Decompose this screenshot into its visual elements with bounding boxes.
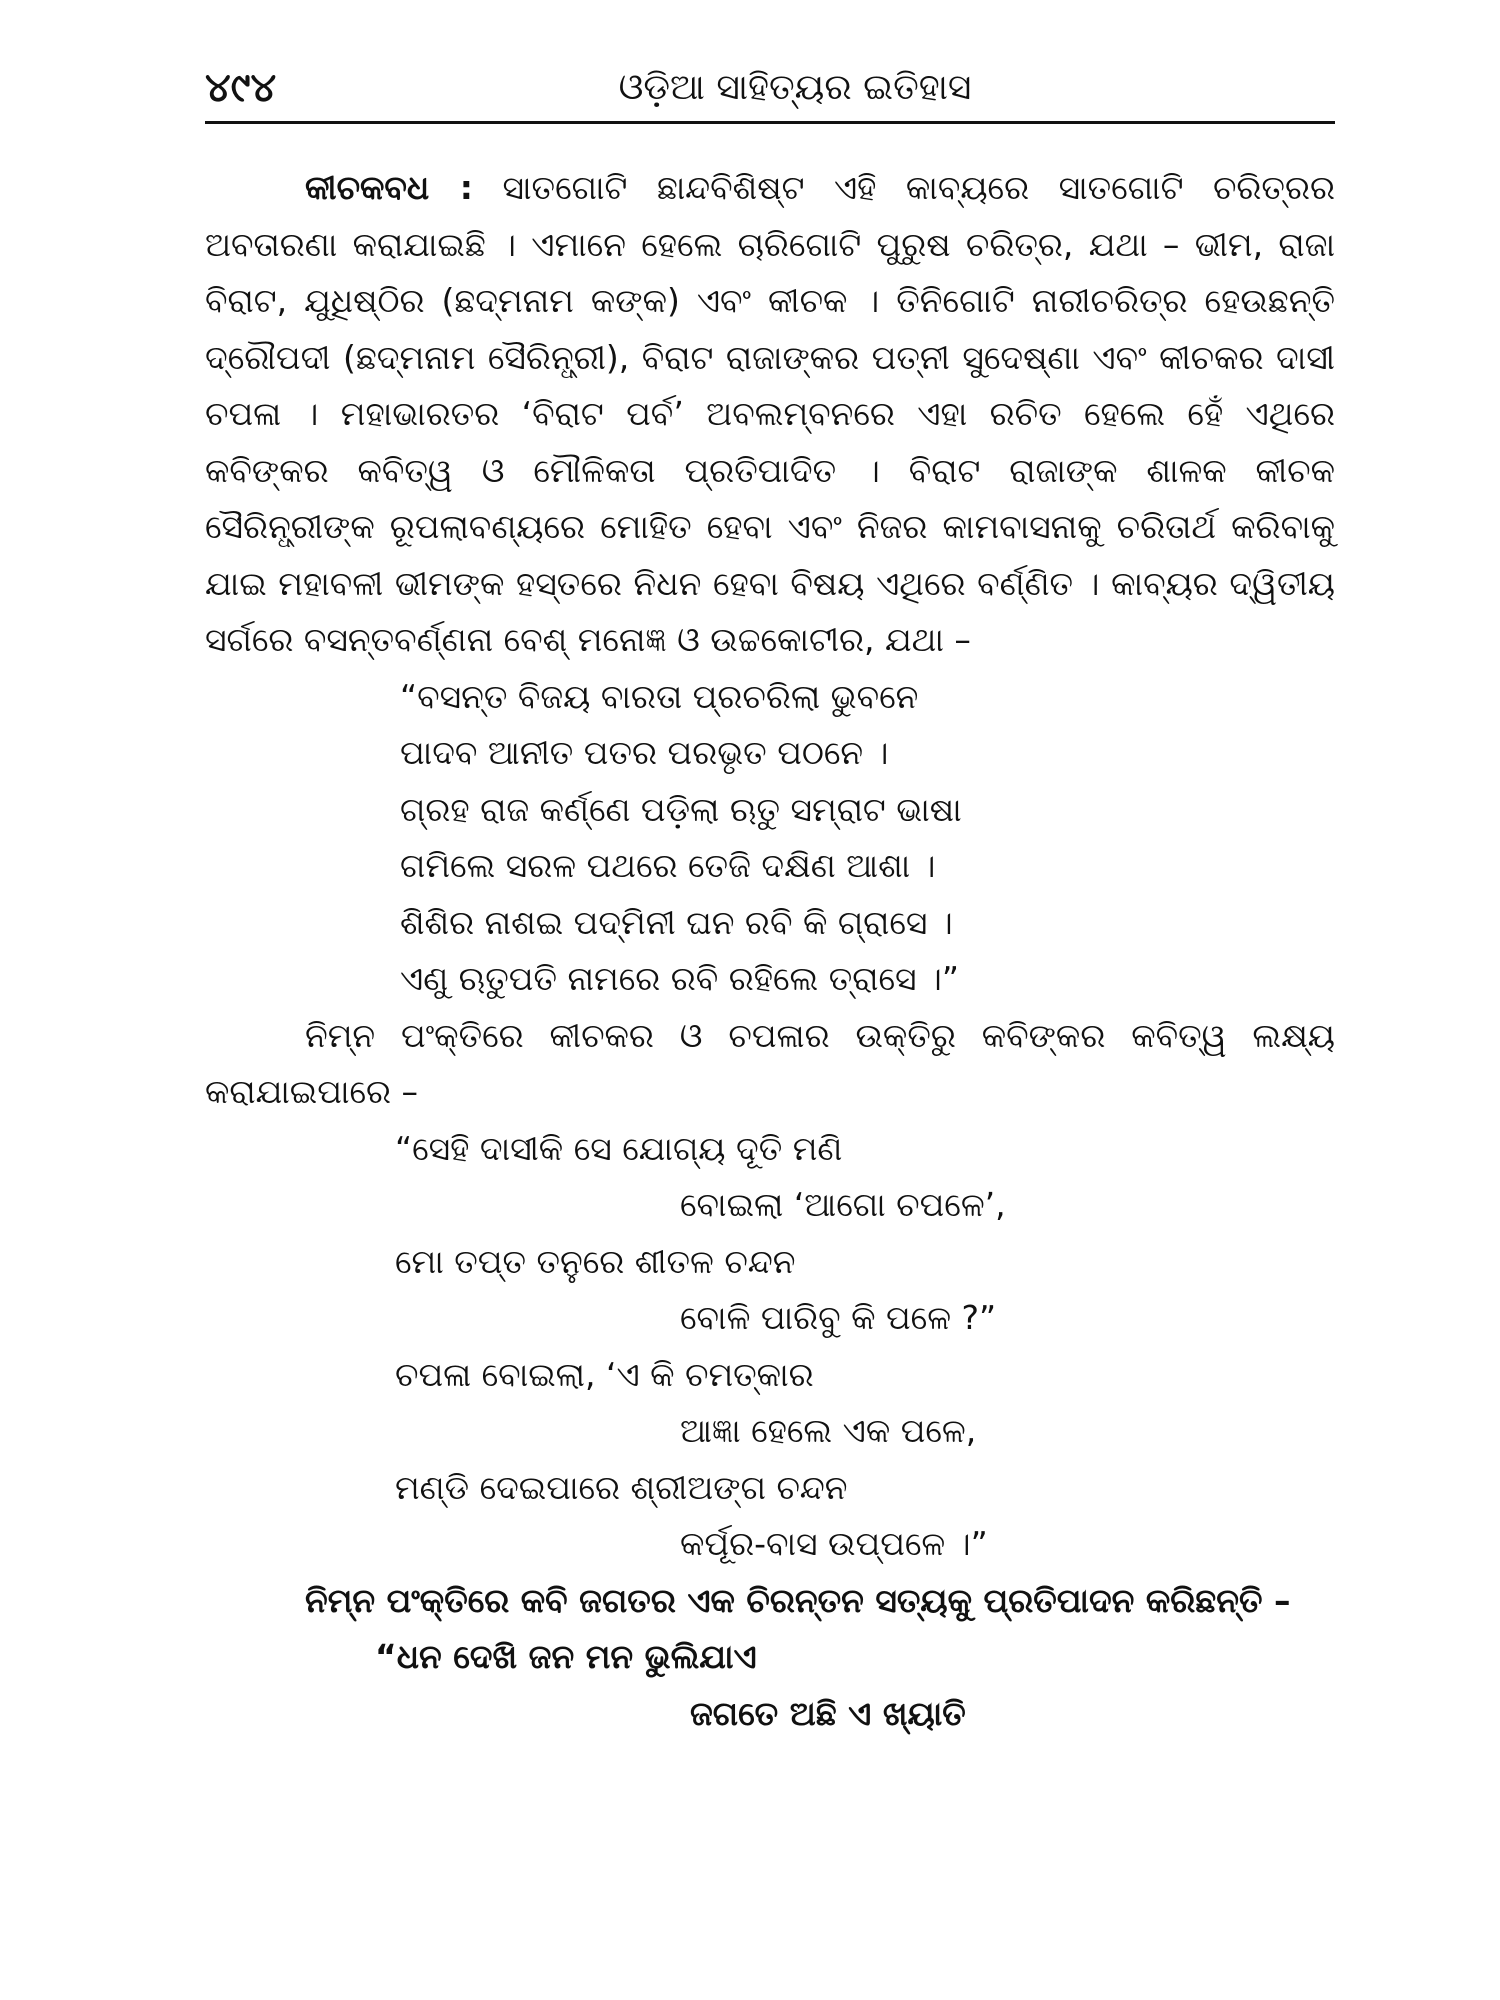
verse-line: ଗମିଲେ ସରଳ ପଥରେ ତେଜି ଦକ୍ଷିଣ ଆଶା । — [400, 846, 936, 885]
header-rule — [205, 121, 1335, 124]
verse-line: ଜଗତେ ଅଛି ଏ ଖ୍ୟାତି — [690, 1693, 966, 1733]
paragraph-eternal-truth: ନିମ୍ନ ପଂକ୍ତିରେ କବି ଜଗତର ଏକ ଚିରନ୍ତନ ସତ୍ୟକୁ ପ୍ରତିପାଦନ କରିଛନ୍ତି – — [305, 1580, 1291, 1620]
section-term: କୀଚକବଧ : — [305, 168, 473, 207]
paragraph-kichakabadha — [205, 160, 1335, 669]
verse-line: ଆଜ୍ଞା ହେଲେ ଏକ ପଳେ, — [680, 1411, 977, 1450]
verse-wealth — [205, 1629, 1335, 1742]
verse-line: ମୋ ତପ୍ତ ତନୁରେ ଶୀତଳ ଚନ୍ଦନ — [395, 1241, 796, 1281]
paragraph-dialogue-intro: ନିମ୍ନ ପଂକ୍ତିରେ କୀଚକର ଓ ଚପଳାର ଉକ୍ତିରୁ କବିଙ୍କର କବିତ୍ୱ ଲକ୍ଷ୍ୟ କରାଯାଇପାରେ – — [205, 1015, 1335, 1111]
verse-line: କର୍ପୂର-ବାସ ଉପ୍ପଳେ ।” — [680, 1524, 988, 1563]
verse-line: ଶିଶିର ନାଶଇ ପଦ୍ମିନୀ ଘନ ରବି କି ଗ୍ରାସେ । — [400, 902, 953, 942]
verse-line: “ବସନ୍ତ ବିଜୟ ବାରତା ପ୍ରଚରିଲା ଭୁବନେ — [400, 676, 919, 716]
verse-line: ଏଣୁ ଋତୁପତି ନାମରେ ରବି ରହିଲେ ତ୍ରାସେ ।” — [400, 959, 959, 998]
verse-dialogue — [205, 1121, 1335, 1573]
verse-line: ମଣ୍ଡି ଦେଇପାରେ ଶ୍ରୀଅଙ୍ଗ ଚନ୍ଦନ — [395, 1467, 848, 1507]
page-number: ୪୯୪ — [205, 65, 277, 111]
verse-spring — [205, 669, 1335, 1008]
running-title: ଓଡ଼ିଆ ସାହିତ୍ୟର ଇତିହାସ — [618, 67, 972, 108]
verse-line: “ସେହି ଦାସୀକି ସେ ଯୋଗ୍ୟ ଦୂତି ମଣି — [395, 1128, 843, 1168]
page-header — [205, 62, 1335, 117]
paragraph-text: ସାତଗୋଟି ଛାନ୍ଦବିଶିଷ୍ଟ ଏହି କାବ୍ୟରେ ସାତଗୋଟି ଚରିତ୍ରର ଅବତାରଣା କରାଯାଇଛି । ଏମାନେ ହେଲେ ଚାରିଗୋଟି ପୁରୁଷ ଚରିତ୍ର, ଯଥା – ଭୀମ, ରାଜା ବିରାଟ, ଯୁଧିଷ୍ଠିର (ଛଦ୍ମନାମ କଙ୍କ) ଏବଂ କୀଚକ । ତିନିଗୋଟି ନାରୀଚରିତ୍ର ହେଉଛନ୍ତି ଦ୍ରୌପଦୀ (ଛଦ୍ମନାମ ସୈରିନ୍ଧ୍ରୀ), ବିରାଟ ରାଜାଙ୍କର ପତ୍ନୀ ସୁଦେଷ୍ଣା ଏବଂ କୀଚକର ଦାସୀ ଚପଳା । ମହାଭାରତର ‘ବିରାଟ ପର୍ବ’ ଅବଲମ୍ବନରେ ଏହା ରଚିତ ହେଲେ ହେଁ ଏଥିରେ କବିଙ୍କର କବିତ୍ୱ ଓ ମୌଳିକତା ପ୍ରତିପାଦିତ । ବିରାଟ ରାଜାଙ୍କ ଶାଳକ କୀଚକ ସୈରିନ୍ଧ୍ରୀଙ୍କ ରୂପଲାବଣ୍ୟରେ ମୋହିତ ହେବା ଏବଂ ନିଜର କାମବାସନାକୁ ଚରିତାର୍ଥ କରିବାକୁ ଯାଇ ମହାବଳୀ ଭୀମଙ୍କ ହସ୍ତରେ ନିଧନ ହେବା ବିଷୟ ଏଥିରେ ବର୍ଣ୍ଣିତ । କାବ୍ୟର ଦ୍ୱିତୀୟ ସର୍ଗରେ ବସନ୍ତବର୍ଣ୍ଣନା ବେଶ୍ ମନୋଜ୍ଞ ଓ ଉଚ୍ଚକୋଟୀର, ଯଥା – — [205, 168, 1335, 659]
verse-line: “ଧନ ଦେଖି ଜନ ମନ ଭୁଲିଯାଏ — [375, 1637, 757, 1676]
verse-line: ବୋଳି ପାରିବୁ କି ପଳେ ?” — [680, 1298, 997, 1337]
verse-line: ଚପଳା ବୋଇଲା, ‘ଏ କି ଚମତ୍କାର — [395, 1354, 814, 1394]
verse-line: ବୋଇଲା ‘ଆଗୋ ଚପଳେ’, — [680, 1185, 1006, 1224]
page-body — [205, 160, 1335, 1742]
verse-line: ଗ୍ରହ ରାଜ କର୍ଣ୍ଣେ ପଡ଼ିଲା ଋତୁ ସମ୍ରାଟ ଭାଷା — [400, 789, 962, 829]
verse-line: ପାଦବ ଆନୀତ ପତର ପରଭୃତ ପଠନେ । — [400, 733, 889, 772]
